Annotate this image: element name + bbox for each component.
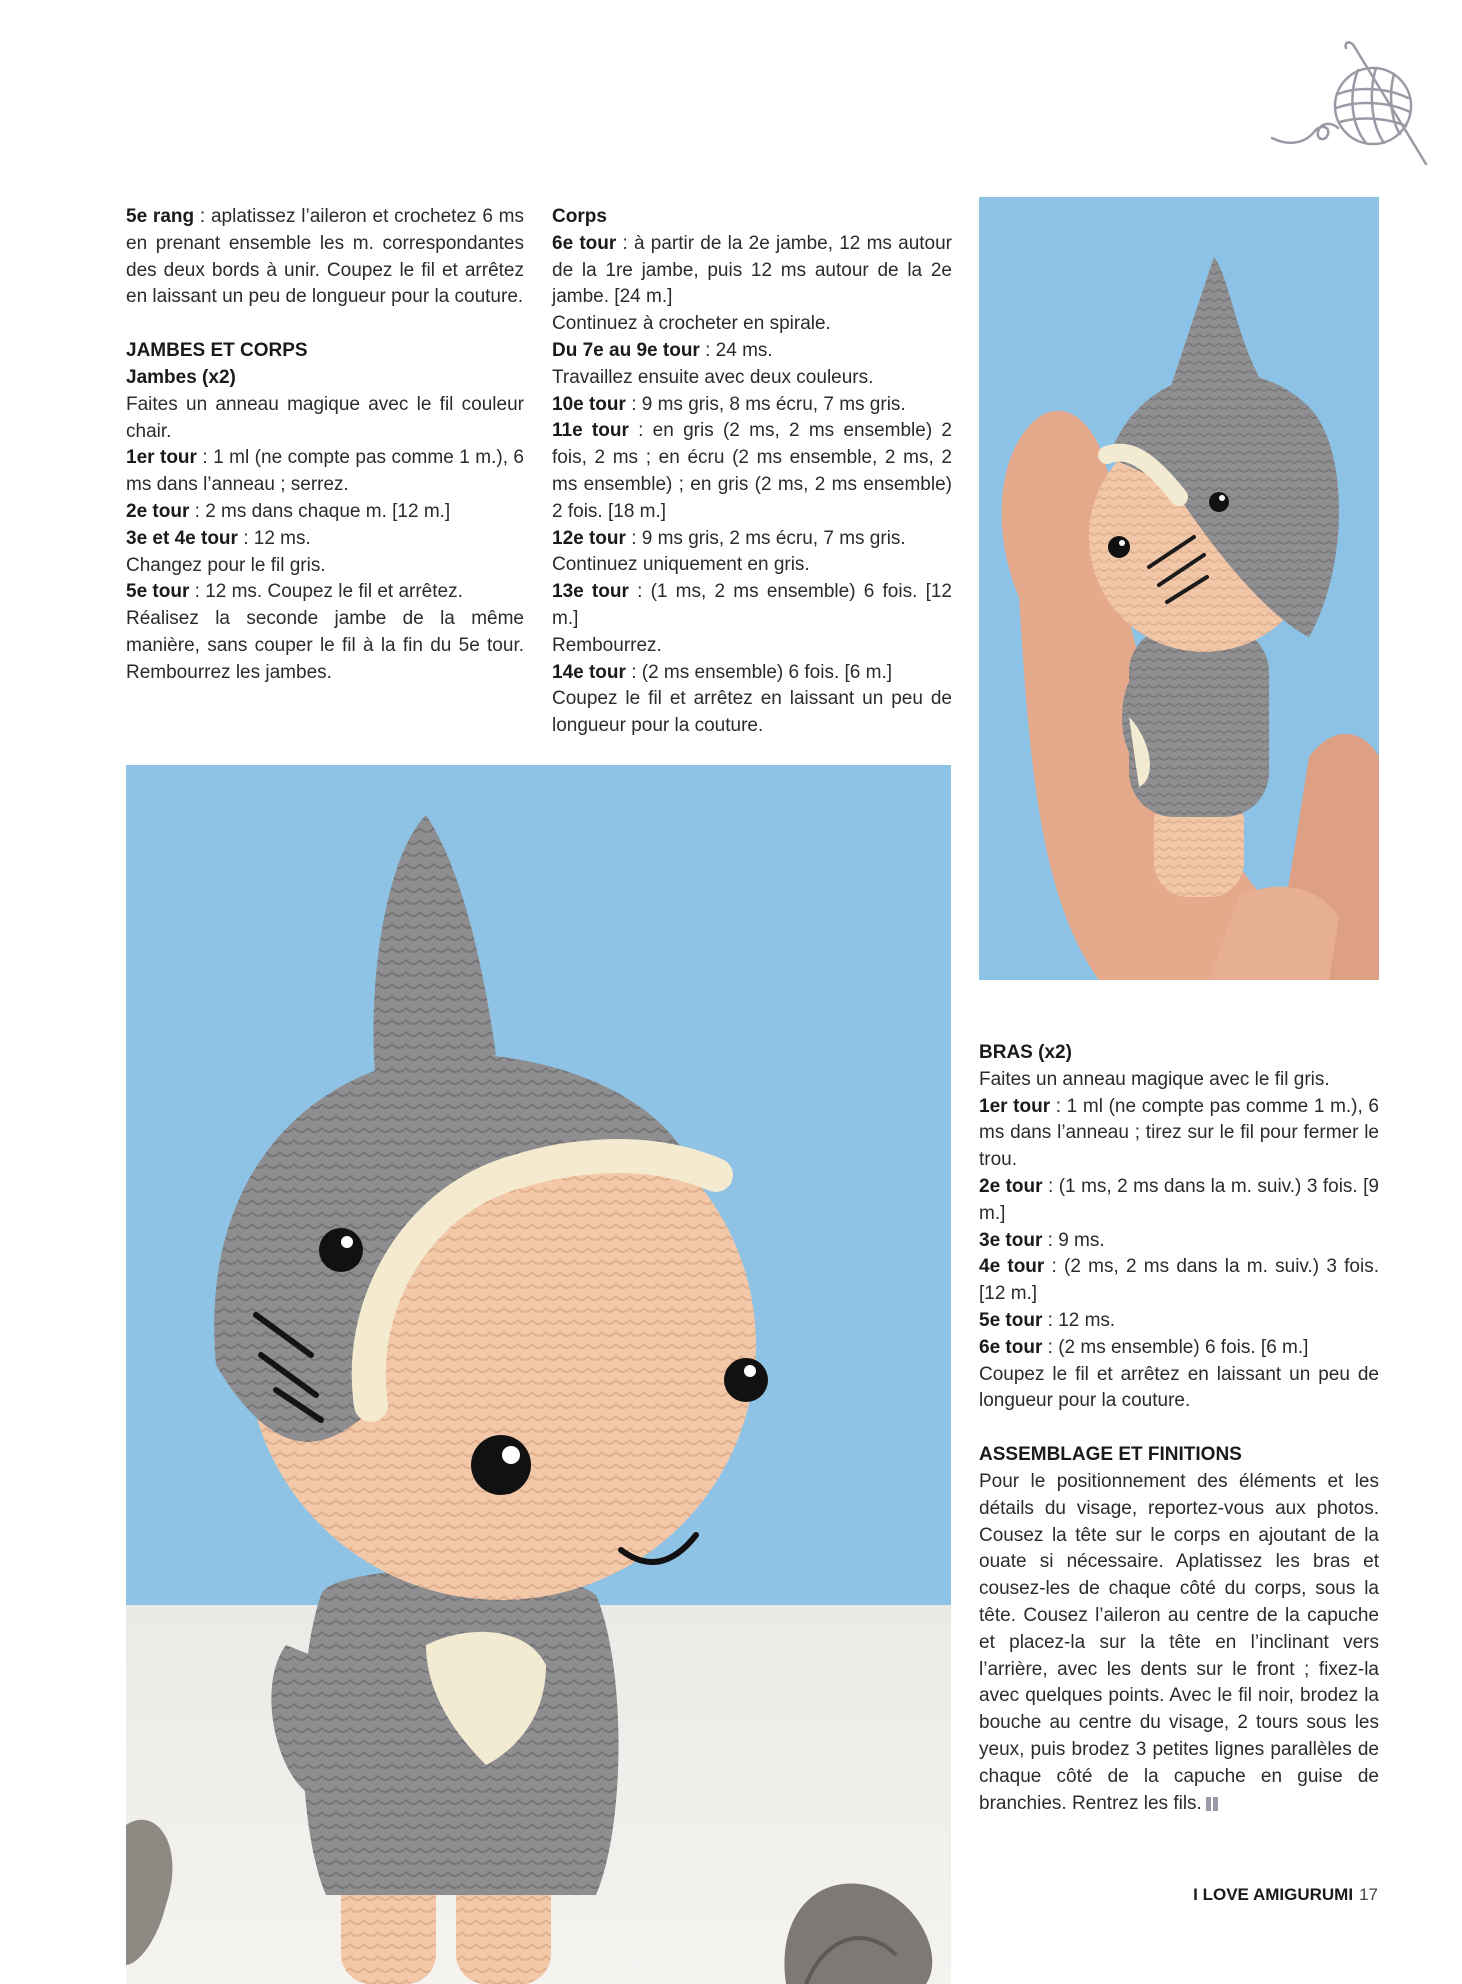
instruction-intro: Faites un anneau magique avec le fil gris. [979,1068,1330,1090]
section-heading-bras: BRAS (x2) [979,1042,1072,1063]
round-11: 11e tour : en gris (2 ms, 2 ms ensemble) 2 fois, 2 ms ; en écru (2 ms ensemble, 2 ms, 2 ms ensemble) ; en gris (2 ms, 2 ms ensemble) 2 fois. [18 m.] [552,420,952,522]
round-10: 10e tour : 9 ms gris, 8 ms écru, 7 ms gris. [552,393,906,415]
photo-amigurumi-shark [126,765,951,1984]
instruction-intro: Faites un anneau magique avec le fil couleur chair. [126,393,524,442]
grey-only-note: Continuez uniquement en gris. [552,554,810,576]
round-13: 13e tour : (1 ms, 2 ms ensemble) 6 fois. [12 m.] [552,581,953,629]
paragraph-5e-rang: 5e rang : aplatissez l’aileron et crochetez 6 ms en prenant ensemble les m. correspondantes des deux bords à unir. Coupez le fil et arrêtez en laissant un peu de longueur pour la couture. [126,206,525,308]
round-5: 5e tour : 12 ms. Coupez le fil et arrêtez. [126,581,463,603]
page-number: 17 [1359,1885,1378,1904]
two-colors-note: Travaillez ensuite avec deux couleurs. [552,366,874,388]
round-1: 1er tour : 1 ml (ne compte pas comme 1 m.), 6 ms dans l’anneau ; tirez sur le fil pour fermer le trou. [979,1095,1379,1171]
round-6: 6e tour : à partir de la 2e jambe, 12 ms autour de la 1re jambe, puis 12 ms autour de la 2e jambe. [24 m.] [552,232,952,308]
round-4: 4e tour : (2 ms, 2 ms dans la m. suiv.) 3 fois. [12 m.] [979,1256,1379,1305]
photo-amigurumi-in-hand [979,197,1379,980]
text-column-1 [126,204,524,687]
round-12: 12e tour : 9 ms gris, 2 ms écru, 7 ms gris. [552,527,906,549]
subsection-heading-jambes: Jambes (x2) [126,366,236,388]
round-2: 2e tour : 2 ms dans chaque m. [12 m.] [126,500,451,522]
text-column-2 [552,204,952,740]
text-column-3 [979,1040,1379,1817]
section-heading-jambes-et-corps: JAMBES ET CORPS [126,340,308,362]
section-heading-assemblage: ASSEMBLAGE ET FINITIONS [979,1444,1242,1466]
instruction-outro: Coupez le fil et arrêtez en laissant un peu de longueur pour la couture. [979,1363,1379,1412]
stuff-note: Rembourrez. [552,634,662,656]
end-mark-icon [1206,1797,1218,1811]
round-1: 1er tour : 1 ml (ne compte pas comme 1 m.), 6 ms dans l’anneau ; serrez. [126,447,525,496]
round-3-4: 3e et 4e tour : 12 ms. [126,527,311,549]
spiral-note: Continuez à crocheter en spirale. [552,313,831,335]
change-color: Changez pour le fil gris. [126,554,326,576]
magazine-name: I LOVE AMIGURUMI [1193,1885,1354,1904]
subsection-heading-corps: Corps [552,206,607,227]
round-6: 6e tour : (2 ms ensemble) 6 fois. [6 m.] [979,1336,1309,1358]
round-2: 2e tour : (1 ms, 2 ms dans la m. suiv.) 3 fois. [9 m.] [979,1175,1379,1224]
round-5: 5e tour : 12 ms. [979,1309,1116,1331]
instruction-outro: Réalisez la seconde jambe de la même manière, sans couper le fil à la fin du 5e tour. Rembourrez les jambes. [126,608,524,683]
yarn-ball-crochet-hook-icon [1268,36,1433,176]
round-3: 3e tour : 9 ms. [979,1229,1105,1251]
page-footer [1193,1885,1378,1905]
round-14: 14e tour : (2 ms ensemble) 6 fois. [6 m.] [552,661,893,683]
round-7-9: Du 7e au 9e tour : 24 ms. [552,339,773,361]
assembly-paragraph: Pour le positionnement des éléments et les détails du visage, reportez-vous aux photos. Cousez la tête sur le corps en ajoutant de la ouate si nécessaire. Aplatissez les bras et cousez-les de chaque côté du corps, sous la tête. Cousez l’aileron au centre de la capuche et placez-la sur la tête en l’inclinant vers l’arrière, avec les dents sur le front ; fixez-la avec quelques points. Avec le fil noir, brodez la bouche au centre du visage, 2 tours sous les yeux, puis brodez 3 petites lignes parallèles de chaque côté de la capuche en guise de branchies. Rentrez les fils. [979,1470,1379,1814]
instruction-outro: Coupez le fil et arrêtez en laissant un peu de longueur pour la couture. [552,688,952,737]
